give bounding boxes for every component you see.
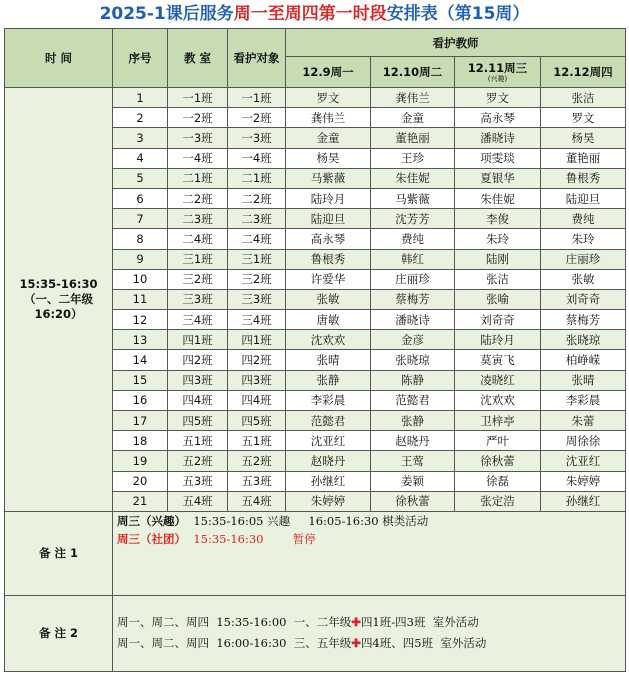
- cell-room: 五3班: [168, 471, 228, 491]
- remark-1-wed-interest: 周三（兴趣）: [117, 513, 186, 528]
- cell-tue: 张晓琼: [371, 350, 455, 370]
- cell-mon: 龚伟兰: [286, 108, 371, 128]
- header-day-wed: 12.11周三 (兴趣): [455, 57, 541, 88]
- cell-mon: 唐敏: [286, 310, 371, 330]
- cell-seq: 14: [113, 350, 168, 370]
- cell-tue: 龚伟兰: [371, 88, 455, 108]
- remark-2-activity-2: 室外活动: [440, 636, 487, 651]
- cell-mon: 沈欢欢: [286, 330, 371, 350]
- cell-wed: 朱佳妮: [455, 188, 541, 208]
- title-prefix: 2025-1课后服务: [99, 4, 234, 24]
- time-slot-range: 15:35-16:30: [19, 276, 98, 291]
- cell-thu: 朱蕾: [541, 411, 626, 431]
- cell-seq: 4: [113, 148, 168, 168]
- cell-mon: 罗文: [286, 88, 371, 108]
- cell-room: 二1班: [168, 168, 228, 188]
- remark-2-grade-2: 三、五年级: [293, 636, 352, 651]
- header-time: 时 间: [5, 29, 113, 88]
- cell-thu: 董艳丽: [541, 148, 626, 168]
- cell-wed: 沈欢欢: [455, 390, 541, 410]
- cell-wed: 凌晓红: [455, 370, 541, 390]
- cell-wed: 徐秋蕾: [455, 451, 541, 471]
- cell-tue: 朱佳妮: [371, 168, 455, 188]
- cell-thu: 刘奇奇: [541, 289, 626, 309]
- cell-room: 一3班: [168, 128, 228, 148]
- remark-2-classes-1: 四1班-四3班: [360, 615, 426, 630]
- cell-tue: 王莺: [371, 451, 455, 471]
- cell-wed: 潘晓诗: [455, 128, 541, 148]
- cell-tue: 金彦: [371, 330, 455, 350]
- cell-wed: 刘奇奇: [455, 310, 541, 330]
- cell-tue: 范懿君: [371, 390, 455, 410]
- remark-2-row: [5, 595, 626, 671]
- cell-wed: 陆刚: [455, 249, 541, 269]
- cell-mon: 鲁根秀: [286, 249, 371, 269]
- cell-target: 五3班: [228, 471, 286, 491]
- cell-wed: 项雯琰: [455, 148, 541, 168]
- table-row: [5, 88, 626, 108]
- cell-mon: 金童: [286, 128, 371, 148]
- cell-mon: 李彩晨: [286, 390, 371, 410]
- cell-thu: 李彩晨: [541, 390, 626, 410]
- cell-tue: 赵晓丹: [371, 431, 455, 451]
- cell-tue: 韩红: [371, 249, 455, 269]
- cell-room: 一2班: [168, 108, 228, 128]
- cell-tue: 金童: [371, 108, 455, 128]
- remark-2-days-1: 周一、周二、周四: [117, 615, 209, 630]
- cell-target: 一2班: [228, 108, 286, 128]
- cell-wed: 罗文: [455, 88, 541, 108]
- cell-tue: 蔡梅芳: [371, 289, 455, 309]
- remark-1-activity-1: 兴趣: [267, 513, 291, 528]
- cell-tue: 王珍: [371, 148, 455, 168]
- cell-wed: 陆玲月: [455, 330, 541, 350]
- cell-tue: 潘晓诗: [371, 310, 455, 330]
- remark-1-club-time: 15:35-16:30: [193, 531, 264, 546]
- cell-wed: 卫梓亭: [455, 411, 541, 431]
- page-title: [0, 0, 629, 28]
- cell-seq: 20: [113, 471, 168, 491]
- remark-2-grade-1: 一、二年级: [293, 615, 352, 630]
- cell-seq: 6: [113, 188, 168, 208]
- remark-1-club-status: 暂停: [292, 531, 316, 546]
- title-highlight: 周一至周四第一时段: [233, 4, 387, 24]
- cell-room: 二2班: [168, 188, 228, 208]
- remark-1-wed-club: 周三（社团）: [117, 531, 186, 546]
- cell-thu: 费纯: [541, 209, 626, 229]
- header-room: 教 室: [168, 29, 228, 88]
- remark-2-activity-1: 室外活动: [432, 615, 479, 630]
- cell-mon: 马紫薇: [286, 168, 371, 188]
- cell-seq: 21: [113, 491, 168, 511]
- cell-wed: 朱玲: [455, 229, 541, 249]
- cell-target: 二3班: [228, 209, 286, 229]
- cell-seq: 1: [113, 88, 168, 108]
- cell-target: 三2班: [228, 269, 286, 289]
- cell-thu: 蔡梅芳: [541, 310, 626, 330]
- cell-target: 五4班: [228, 491, 286, 511]
- cell-room: 四1班: [168, 330, 228, 350]
- cell-room: 四5班: [168, 411, 228, 431]
- cell-room: 四2班: [168, 350, 228, 370]
- remark-2-line-1: [117, 612, 625, 633]
- remark-1-time-1: 15:35-16:05: [193, 513, 264, 528]
- cell-tue: 庄丽珍: [371, 269, 455, 289]
- plus-icon: ✚: [351, 615, 361, 630]
- header-seq: 序号: [113, 29, 168, 88]
- cell-mon: 赵晓丹: [286, 451, 371, 471]
- cell-thu: 孙继红: [541, 491, 626, 511]
- cell-target: 四4班: [228, 390, 286, 410]
- cell-thu: 庄丽珍: [541, 249, 626, 269]
- cell-mon: 张敏: [286, 289, 371, 309]
- cell-thu: 杨昊: [541, 128, 626, 148]
- cell-room: 一4班: [168, 148, 228, 168]
- cell-room: 三3班: [168, 289, 228, 309]
- remark-2-time-2: 16:00-16:30: [216, 636, 287, 651]
- cell-target: 四3班: [228, 370, 286, 390]
- header-day-mon: 12.9周一: [286, 57, 371, 88]
- cell-target: 五2班: [228, 451, 286, 471]
- cell-mon: 范懿君: [286, 411, 371, 431]
- remark-1-activity-2: 棋类活动: [382, 513, 429, 528]
- cell-thu: 柏峥嵘: [541, 350, 626, 370]
- cell-thu: 张晓琼: [541, 330, 626, 350]
- cell-target: 五1班: [228, 431, 286, 451]
- remark-1-label: 备 注 1: [5, 511, 113, 595]
- cell-thu: 朱玲: [541, 229, 626, 249]
- cell-room: 四4班: [168, 390, 228, 410]
- cell-mon: 朱婷婷: [286, 491, 371, 511]
- cell-tue: 陈静: [371, 370, 455, 390]
- cell-thu: 罗文: [541, 108, 626, 128]
- cell-thu: 张晴: [541, 370, 626, 390]
- time-slot-note: （一、二年级: [24, 291, 93, 306]
- remark-1-line-2: [117, 530, 625, 548]
- cell-thu: 张洁: [541, 88, 626, 108]
- cell-mon: 高永琴: [286, 229, 371, 249]
- remark-2-days-2: 周一、周二、周四: [117, 636, 209, 651]
- remark-1-content: [113, 511, 626, 595]
- cell-wed: 严叶: [455, 431, 541, 451]
- cell-mon: 许爱华: [286, 269, 371, 289]
- plus-icon: ✚: [351, 636, 361, 651]
- cell-target: 三4班: [228, 310, 286, 330]
- cell-wed: 夏银华: [455, 168, 541, 188]
- remark-2-time-1: 15:35-16:00: [216, 615, 287, 630]
- schedule-table: [4, 28, 626, 672]
- cell-seq: 12: [113, 310, 168, 330]
- remark-2-line-2: [117, 633, 625, 654]
- cell-mon: 沈亚红: [286, 431, 371, 451]
- header-day-thu: 12.12周四: [541, 57, 626, 88]
- cell-seq: 8: [113, 229, 168, 249]
- cell-wed: 莫寅飞: [455, 350, 541, 370]
- cell-tue: 姜颖: [371, 471, 455, 491]
- cell-tue: 费纯: [371, 229, 455, 249]
- cell-target: 四1班: [228, 330, 286, 350]
- cell-room: 二3班: [168, 209, 228, 229]
- header-target: 看护对象: [228, 29, 286, 88]
- cell-mon: 陆玲月: [286, 188, 371, 208]
- cell-room: 三2班: [168, 269, 228, 289]
- cell-seq: 5: [113, 168, 168, 188]
- cell-target: 二2班: [228, 188, 286, 208]
- cell-target: 三1班: [228, 249, 286, 269]
- cell-mon: 张静: [286, 370, 371, 390]
- cell-thu: 张敏: [541, 269, 626, 289]
- cell-thu: 周徐徐: [541, 431, 626, 451]
- cell-tue: 马紫薇: [371, 188, 455, 208]
- cell-room: 二4班: [168, 229, 228, 249]
- cell-target: 四5班: [228, 411, 286, 431]
- cell-seq: 9: [113, 249, 168, 269]
- cell-room: 一1班: [168, 88, 228, 108]
- header-day-tue: 12.10周二: [371, 57, 455, 88]
- cell-wed: 张定浩: [455, 491, 541, 511]
- remark-2-label: 备 注 2: [5, 595, 113, 671]
- cell-tue: 沈芳芳: [371, 209, 455, 229]
- cell-target: 二4班: [228, 229, 286, 249]
- cell-target: 一4班: [228, 148, 286, 168]
- remark-1-line-1: [117, 512, 625, 530]
- cell-seq: 13: [113, 330, 168, 350]
- cell-room: 三1班: [168, 249, 228, 269]
- remark-2-content: [113, 595, 626, 671]
- remark-1-time-2: 16:05-16:30: [308, 513, 379, 528]
- cell-target: 一1班: [228, 88, 286, 108]
- cell-room: 三4班: [168, 310, 228, 330]
- cell-seq: 10: [113, 269, 168, 289]
- cell-mon: 张晴: [286, 350, 371, 370]
- cell-wed: 李俊: [455, 209, 541, 229]
- cell-room: 四3班: [168, 370, 228, 390]
- cell-mon: 杨昊: [286, 148, 371, 168]
- cell-seq: 3: [113, 128, 168, 148]
- time-slot-note-time: 16:20）: [34, 306, 83, 321]
- header-teachers: 看护教师: [286, 29, 626, 57]
- cell-thu: 沈亚红: [541, 451, 626, 471]
- cell-tue: 张静: [371, 411, 455, 431]
- cell-thu: 朱婷婷: [541, 471, 626, 491]
- cell-seq: 19: [113, 451, 168, 471]
- cell-seq: 17: [113, 411, 168, 431]
- cell-room: 五4班: [168, 491, 228, 511]
- cell-tue: 徐秋蕾: [371, 491, 455, 511]
- time-slot-cell: [5, 88, 113, 512]
- cell-seq: 18: [113, 431, 168, 451]
- cell-seq: 16: [113, 390, 168, 410]
- cell-seq: 15: [113, 370, 168, 390]
- cell-target: 三3班: [228, 289, 286, 309]
- header-day-wed-note: (兴趣): [487, 75, 508, 83]
- cell-target: 二1班: [228, 168, 286, 188]
- cell-room: 五2班: [168, 451, 228, 471]
- cell-seq: 7: [113, 209, 168, 229]
- cell-target: 四2班: [228, 350, 286, 370]
- cell-seq: 2: [113, 108, 168, 128]
- cell-mon: 孙继红: [286, 471, 371, 491]
- title-suffix: 安排表（第15周）: [386, 4, 530, 24]
- cell-seq: 11: [113, 289, 168, 309]
- remark-1-row: [5, 511, 626, 595]
- cell-wed: 张洁: [455, 269, 541, 289]
- cell-thu: 陆迎旦: [541, 188, 626, 208]
- cell-tue: 董艳丽: [371, 128, 455, 148]
- cell-room: 五1班: [168, 431, 228, 451]
- remark-2-classes-2: 四4班、四5班: [360, 636, 434, 651]
- cell-wed: 高永琴: [455, 108, 541, 128]
- cell-mon: 陆迎旦: [286, 209, 371, 229]
- cell-wed: 张喻: [455, 289, 541, 309]
- cell-wed: 徐磊: [455, 471, 541, 491]
- cell-thu: 鲁根秀: [541, 168, 626, 188]
- cell-target: 一3班: [228, 128, 286, 148]
